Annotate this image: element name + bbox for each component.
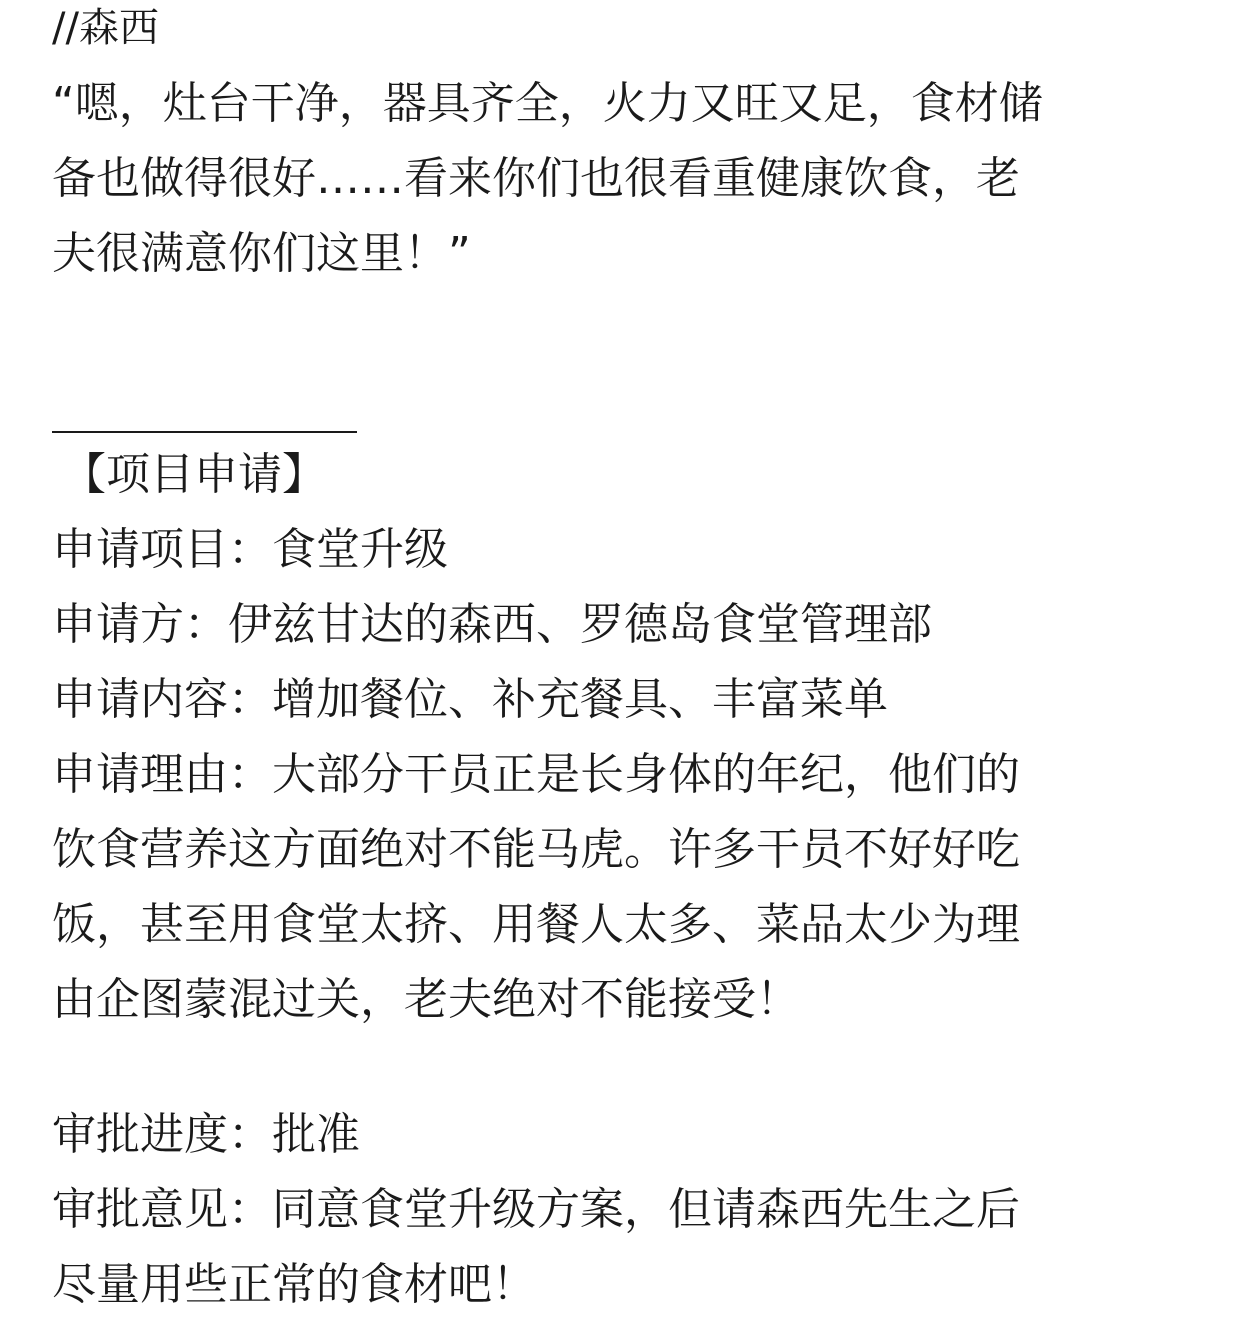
divider-container: [52, 317, 1212, 437]
approval-progress: 审批进度：批准: [52, 1109, 360, 1160]
application-details: [52, 512, 1212, 1037]
spacer: [52, 1037, 1212, 1097]
author-tag: //森西: [52, 5, 159, 51]
approval-opinion-cont: 尽量用些正常的食材吧！: [52, 1259, 536, 1310]
quote-line: 备也做得很好……看来你们也很看重健康饮食，老: [52, 153, 1020, 204]
horizontal-divider: [52, 431, 357, 433]
quote-line: “嗯，灶台干净，器具齐全，火力又旺又足，食材储: [52, 78, 1043, 129]
approval-details: [52, 1097, 1212, 1322]
quote-block: [52, 66, 1212, 291]
document-body: [52, 0, 1212, 1322]
application-applicant: 申请方：伊兹甘达的森西、罗德岛食堂管理部: [52, 599, 932, 650]
application-reason-cont: 饮食营养这方面绝对不能马虎。许多干员不好好吃: [52, 824, 1020, 875]
application-reason: 申请理由：大部分干员正是长身体的年纪，他们的: [52, 749, 1020, 800]
application-reason-cont: 饭，甚至用食堂太挤、用餐人太多、菜品太少为理: [52, 899, 1020, 950]
application-content: 申请内容：增加餐位、补充餐具、丰富菜单: [52, 674, 888, 725]
section-title: 【项目申请】: [62, 449, 326, 500]
approval-opinion: 审批意见：同意食堂升级方案，但请森西先生之后: [52, 1184, 1020, 1235]
application-project: 申请项目：食堂升级: [52, 524, 448, 575]
application-reason-cont: 由企图蒙混过关，老夫绝对不能接受！: [52, 974, 800, 1025]
quote-line: 夫很满意你们这里！”: [52, 228, 471, 279]
